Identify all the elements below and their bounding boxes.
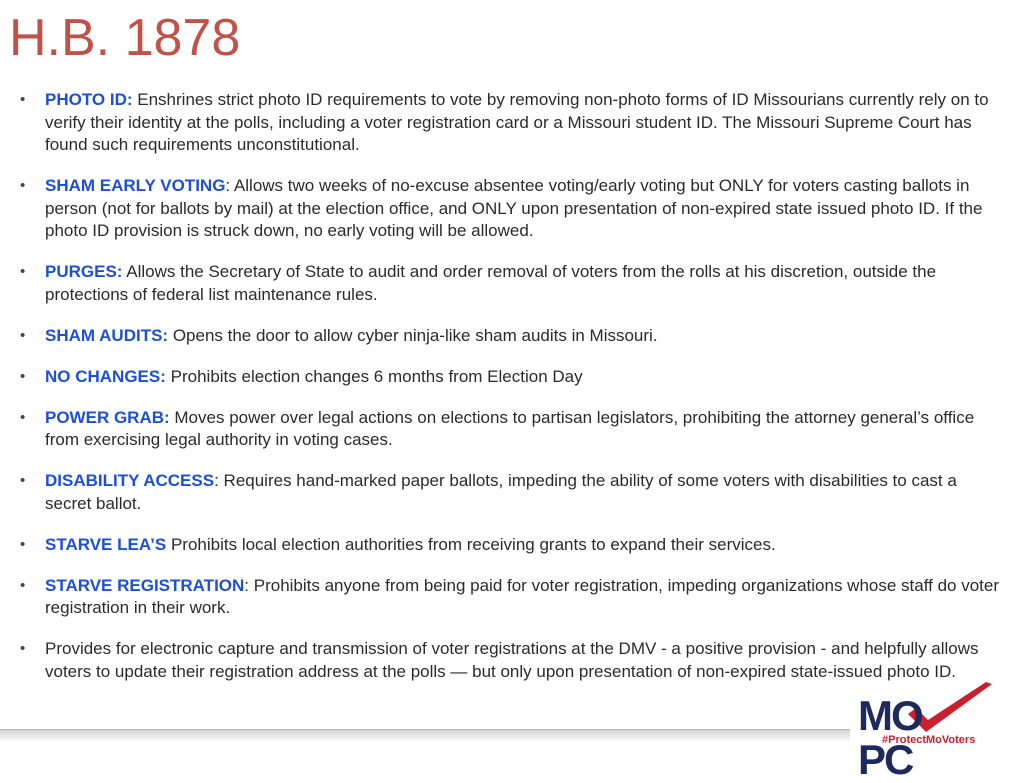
item-text: : Allows two weeks of no-excuse absentee voting/early voting but ONLY for voters casting ballots in person (not for ballots by mail) at the election office, and ONLY upon presentation of non-expired state issued photo ID. If the photo ID provision is struck down, no early voting will be allowed.: [45, 176, 983, 240]
bullet-dot: •: [20, 177, 26, 194]
item-text: : Requires hand-marked paper ballots, impeding the ability of some voters with disabilities to cast a secret ballot.: [45, 471, 957, 513]
bullet-list: [20, 89, 1005, 702]
list-item: [20, 89, 1005, 157]
bullet-dot: •: [20, 263, 26, 280]
list-item: [20, 366, 1005, 389]
item-text: Prohibits election changes 6 months from Election Day: [165, 366, 583, 386]
list-item: [20, 261, 1005, 306]
item-text: Prohibits local election authorities from receiving grants to expand their services.: [166, 534, 776, 554]
bullet-dot: •: [20, 535, 26, 553]
logo-text-left: MO: [858, 692, 922, 739]
list-item: [20, 575, 1005, 620]
item-text: Opens the door to allow cyber ninja-like sham audits in Missouri.: [168, 325, 658, 345]
slide-title: H.B. 1878: [9, 9, 241, 67]
list-item: [20, 638, 1005, 683]
item-label: PURGES:: [45, 262, 123, 281]
item-label: DISABILITY ACCESS: [45, 471, 215, 490]
item-label: STARVE REGISTRATION: [45, 575, 245, 595]
list-item: [20, 325, 1005, 348]
logo-text-right: PC: [858, 736, 913, 783]
bottom-divider: [0, 729, 850, 742]
bullet-dot: •: [20, 367, 26, 385]
item-text: Enshrines strict photo ID requirements to vote by removing non-photo forms of ID Missourians currently rely on to verify their identity at the polls, including a voter registration card or a Missouri student ID. The Missouri Supreme Court has found such requirements unconstitutional.: [45, 90, 989, 154]
item-label: STARVE LEA’S: [45, 534, 167, 554]
item-text: : Prohibits anyone from being paid for voter registration, impeding organizations whose staff do voter registration in their work.: [45, 575, 1000, 617]
item-label: PHOTO ID:: [45, 90, 133, 109]
item-label: SHAM EARLY VOTING: [45, 176, 226, 195]
bullet-dot: •: [20, 326, 26, 344]
list-item: [20, 470, 1005, 515]
item-text: Provides for electronic capture and transmission of voter registrations at the DMV - a positive provision - and helpfully allows voters to update their registration address at the polls — but only upon presentation of non-expired state-issued photo ID.: [45, 639, 979, 681]
bullet-dot: •: [20, 472, 26, 489]
logo-hashtag: #ProtectMoVoters: [882, 734, 976, 746]
bullet-dot: •: [20, 91, 26, 108]
list-item: [20, 407, 1005, 452]
item-label: POWER GRAB:: [45, 407, 170, 427]
item-text: Moves power over legal actions on elections to partisan legislators, prohibiting the attorney general’s office from exercising legal authority in voting cases.: [45, 407, 975, 449]
mopc-logo: [856, 680, 1006, 783]
item-text: Allows the Secretary of State to audit and order removal of voters from the rolls at his discretion, outside the protections of federal list maintenance rules.: [45, 262, 937, 304]
item-label: SHAM AUDITS:: [45, 325, 169, 345]
bullet-dot: •: [20, 640, 26, 657]
bullet-dot: •: [20, 576, 26, 594]
list-item: [20, 175, 1005, 243]
item-label: NO CHANGES:: [45, 366, 166, 386]
bullet-dot: •: [20, 408, 26, 426]
list-item: [20, 534, 1005, 557]
